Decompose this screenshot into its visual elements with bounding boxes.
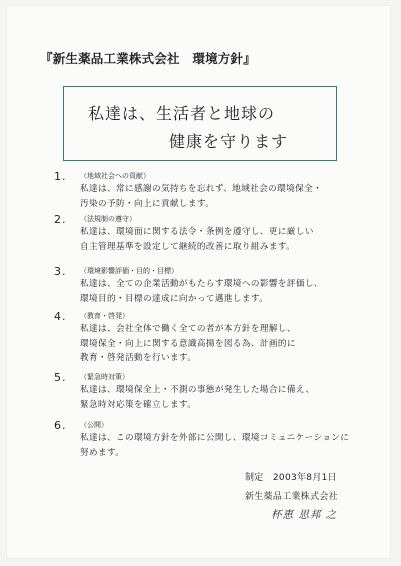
slogan-line-1: 私達は、生活者と地球の — [88, 104, 276, 123]
document-heading: 『新生薬品工業株式会社 環境方針』 — [40, 51, 256, 66]
item-body — [80, 322, 400, 366]
item-line: 私達は、環境面に関する法令・条例を遵守し、更に厳しい — [80, 227, 314, 237]
item-title: （法規制の遵守） — [80, 215, 136, 223]
item-line: 私達は、会社全体で働く全ての者が本方針を理解し、 — [80, 324, 296, 334]
item-line: 緊急時対応策を確立します。 — [80, 399, 197, 410]
item-body — [80, 431, 400, 460]
item-line: 私達は、環境保全上・不測の事態が発生した場合に備え、 — [80, 385, 315, 395]
item-body — [80, 277, 400, 306]
item-title: （地域社会への貢献） — [80, 172, 150, 180]
item-line: 自主管理基準を設定して継続的改善に取り組みます。 — [80, 241, 296, 252]
signature-block — [245, 470, 339, 521]
item-line: 教育・啓発活動を行います。 — [80, 353, 197, 363]
item-line: 環境保全・向上に関する意識高揚を図る為、計画的に — [80, 338, 296, 349]
item-body — [80, 182, 400, 211]
item-body — [80, 383, 400, 412]
item-number: 4. — [54, 310, 67, 323]
item-number: 5. — [54, 371, 67, 384]
slogan-box — [63, 86, 337, 161]
item-number: 3. — [54, 265, 67, 278]
item-line: 私達は、この環境方針を外部に公開し、環境コミュニケーションに — [80, 433, 350, 443]
item-line: 努めます。 — [80, 447, 125, 458]
item-number: 1. — [54, 170, 67, 183]
item-line: 環境目的・目標の達成に向かって邁進します。 — [80, 293, 269, 304]
item-line: 私達は、全ての企業活動がもたらす環境への影響を評価し、 — [80, 279, 323, 289]
enactment-date: 制定 2003年8月1日 — [245, 473, 337, 483]
handwritten-signature: 杯恵 思邦 之 — [271, 509, 338, 521]
policy-sheet — [7, 6, 390, 558]
item-body — [80, 225, 400, 254]
item-title: （環境影響評価・目的・目標） — [80, 267, 178, 275]
item-line: 私達は、常に感謝の気持ちを忘れず、地域社会の環境保全・ — [80, 184, 323, 194]
slogan-line-2: 健康を守ります — [169, 132, 289, 151]
item-number: 2. — [54, 213, 67, 226]
item-title: （教育・啓発） — [80, 312, 129, 320]
signature-company: 新生薬品工業株式会社 — [245, 492, 339, 502]
item-line: 汚染の予防・向上に貢献します。 — [80, 198, 215, 209]
item-title: （公開） — [80, 421, 108, 429]
item-title: （緊急時対策） — [80, 373, 129, 381]
item-number: 6. — [54, 419, 67, 432]
